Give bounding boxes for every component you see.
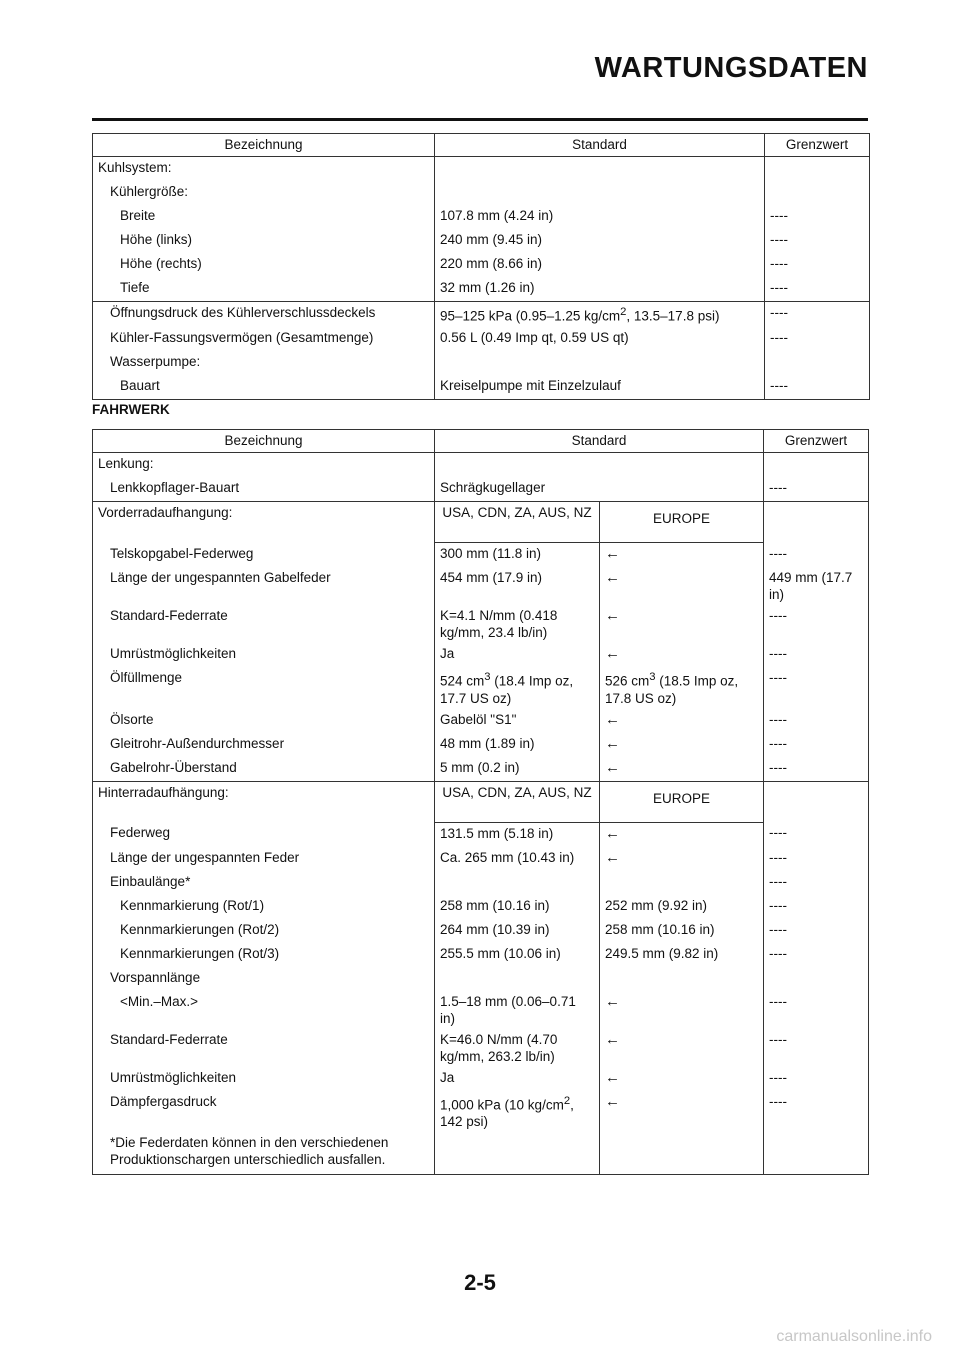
table-row	[93, 667, 869, 709]
same-arrow: ←	[600, 543, 764, 568]
table-header-row	[93, 134, 870, 157]
standard-value: Ja	[435, 1067, 600, 1091]
standard-value: 524 $cm^3$ (18.4 Imp oz, 17.7 US oz)	[435, 667, 600, 709]
row-label: Breite	[93, 205, 435, 229]
standard-value: 0.56 L (0.49 Imp qt, 0.59 US qt)	[435, 327, 765, 351]
europe-value: 252 mm (9.92 in)	[600, 895, 764, 919]
row-label: Kennmarkierung (Rot/1)	[93, 895, 435, 919]
header-standard: Standard	[435, 134, 765, 157]
table-row	[93, 181, 870, 205]
row-label: Telskopgabel-Federweg	[93, 543, 435, 568]
table-row	[93, 543, 869, 568]
table-row	[93, 847, 869, 871]
table-row	[93, 453, 869, 478]
row-label: Bauart	[93, 375, 435, 400]
same-arrow: ←	[600, 757, 764, 782]
limit-value: ----	[764, 1091, 869, 1133]
cooling-system-table	[92, 133, 870, 400]
header-grenzwert: Grenzwert	[764, 430, 869, 453]
table-header-row	[93, 430, 869, 453]
table-row	[93, 302, 870, 327]
limit-value: ----	[764, 757, 869, 782]
table-row	[93, 757, 869, 782]
row-label: Ölsorte	[93, 709, 435, 733]
limit-value: ----	[764, 871, 869, 895]
row-label: Kennmarkierungen (Rot/3)	[93, 943, 435, 967]
limit-value: ----	[765, 302, 870, 327]
europe-value: 249.5 mm (9.82 in)	[600, 943, 764, 967]
table-row	[93, 1067, 869, 1091]
same-arrow: ←	[600, 567, 764, 605]
same-arrow: ←	[600, 1091, 764, 1133]
limit-value: ----	[764, 667, 869, 709]
title-rule	[92, 118, 868, 121]
row-label: Öffnungsdruck des Kühlerverschlussdeckels	[93, 302, 435, 327]
same-arrow: ←	[600, 1029, 764, 1067]
same-arrow: ←	[600, 991, 764, 1029]
table-row	[93, 253, 870, 277]
row-label: Standard-Federrate	[93, 605, 435, 643]
table-row	[93, 781, 869, 822]
standard-value: 240 mm (9.45 in)	[435, 229, 765, 253]
standard-value: 1,000 kPa (10 $kg/cm^2$, 142 psi)	[435, 1091, 600, 1133]
table-row	[93, 822, 869, 847]
standard-value: 107.8 mm (4.24 in)	[435, 205, 765, 229]
same-arrow: ←	[600, 822, 764, 847]
row-label: Federweg	[93, 822, 435, 847]
column-europe: EUROPE	[600, 502, 764, 543]
same-arrow: ←	[600, 847, 764, 871]
row-label: Gabelrohr-Überstand	[93, 757, 435, 782]
row-label: Länge der ungespannten Gabelfeder	[93, 567, 435, 605]
header-standard: Standard	[435, 430, 764, 453]
limit-value: ----	[765, 253, 870, 277]
row-label: Wasserpumpe:	[93, 351, 435, 375]
row-label: Kennmarkierungen (Rot/2)	[93, 919, 435, 943]
standard-value: 48 mm (1.89 in)	[435, 733, 600, 757]
table-row	[93, 991, 869, 1029]
row-label: Hinterradaufhängung:	[93, 781, 435, 822]
limit-value: ----	[765, 375, 870, 400]
limit-value: ----	[764, 1067, 869, 1091]
same-arrow: ←	[600, 709, 764, 733]
row-label: Lenkung:	[93, 453, 435, 478]
row-label: Ölfüllmenge	[93, 667, 435, 709]
limit-value: ----	[764, 733, 869, 757]
limit-value: ----	[764, 943, 869, 967]
standard-value: 454 mm (17.9 in)	[435, 567, 600, 605]
limit-value: ----	[765, 205, 870, 229]
row-label: Dämpfergasdruck	[93, 1091, 435, 1133]
table-row	[93, 733, 869, 757]
row-label: Kuhlsystem:	[93, 157, 435, 182]
europe-value: 526 $cm^3$ (18.5 Imp oz, 17.8 US oz)	[600, 667, 764, 709]
standard-value: K=4.1 N/mm (0.418 kg/mm, 23.4 lb/in)	[435, 605, 600, 643]
footnote: *Die Federdaten können in den verschiedenen Produktionschargen unterschiedlich ausfallen.	[93, 1132, 435, 1175]
limit-value: ----	[764, 919, 869, 943]
standard-value: Kreiselpumpe mit Einzelzulauf	[435, 375, 765, 400]
table-row	[93, 327, 870, 351]
standard-value: 264 mm (10.39 in)	[435, 919, 600, 943]
limit-value: ----	[764, 709, 869, 733]
row-label: Vorspannlänge	[93, 967, 435, 991]
table-row	[93, 709, 869, 733]
standard-value: 32 mm (1.26 in)	[435, 277, 765, 302]
limit-value: ----	[764, 477, 869, 502]
table-row	[93, 943, 869, 967]
column-europe: EUROPE	[600, 781, 764, 822]
limit-value: ----	[764, 1029, 869, 1067]
standard-value: 300 mm (11.8 in)	[435, 543, 600, 568]
row-label: Umrüstmöglichkeiten	[93, 1067, 435, 1091]
standard-value: Ca. 265 mm (10.43 in)	[435, 847, 600, 871]
same-arrow: ←	[600, 1067, 764, 1091]
row-label: Vorderradaufhangung:	[93, 502, 435, 543]
limit-value: ----	[765, 229, 870, 253]
standard-value: 220 mm (8.66 in)	[435, 253, 765, 277]
table-row	[93, 567, 869, 605]
column-usa: USA, CDN, ZA, AUS, NZ	[435, 502, 600, 543]
standard-value: 95–125 kPa (0.95–1.25 $kg/cm^2$, 13.5–17.8 psi)	[435, 302, 765, 327]
limit-value: 449 mm (17.7 in)	[764, 567, 869, 605]
standard-value: 1.5–18 mm (0.06–0.71 in)	[435, 991, 600, 1029]
table-row	[93, 919, 869, 943]
standard-value: 131.5 mm (5.18 in)	[435, 822, 600, 847]
limit-value: ----	[764, 847, 869, 871]
row-label: Länge der ungespannten Feder	[93, 847, 435, 871]
table-row	[93, 502, 869, 543]
limit-value: ----	[764, 605, 869, 643]
header-grenzwert: Grenzwert	[765, 134, 870, 157]
europe-value: 258 mm (10.16 in)	[600, 919, 764, 943]
row-label: Tiefe	[93, 277, 435, 302]
table-row	[93, 375, 870, 400]
row-label: Standard-Federrate	[93, 1029, 435, 1067]
page-number: 2-5	[464, 1270, 496, 1295]
table-row	[93, 605, 869, 643]
same-arrow: ←	[600, 605, 764, 643]
row-label: Höhe (links)	[93, 229, 435, 253]
table-row	[93, 229, 870, 253]
limit-value: ----	[764, 643, 869, 667]
column-usa: USA, CDN, ZA, AUS, NZ	[435, 781, 600, 822]
row-label: Umrüstmöglichkeiten	[93, 643, 435, 667]
table-row	[93, 1091, 869, 1133]
table-row	[93, 967, 869, 991]
limit-value: ----	[764, 895, 869, 919]
table-row	[93, 1132, 869, 1175]
limit-value: ----	[765, 327, 870, 351]
section-heading: FAHRWERK	[92, 402, 170, 417]
limit-value: ----	[764, 991, 869, 1029]
standard-value: Gabelöl "S1"	[435, 709, 600, 733]
table-row	[93, 895, 869, 919]
watermark: carmanualsonline.info	[776, 1328, 932, 1345]
row-label: Einbaulänge*	[93, 871, 435, 895]
row-label: Höhe (rechts)	[93, 253, 435, 277]
table-row	[93, 157, 870, 182]
header-bezeichnung: Bezeichnung	[93, 430, 435, 453]
standard-value: Ja	[435, 643, 600, 667]
standard-value: 5 mm (0.2 in)	[435, 757, 600, 782]
table-row	[93, 1029, 869, 1067]
row-label: <Min.–Max.>	[93, 991, 435, 1029]
row-label: Kühler-Fassungsvermögen (Gesamtmenge)	[93, 327, 435, 351]
row-label: Kühlergröße:	[93, 181, 435, 205]
chassis-table	[92, 429, 869, 1175]
standard-value: K=46.0 N/mm (4.70 kg/mm, 263.2 lb/in)	[435, 1029, 600, 1067]
header-bezeichnung: Bezeichnung	[93, 134, 435, 157]
table-row	[93, 871, 869, 895]
limit-value: ----	[764, 822, 869, 847]
table-row	[93, 643, 869, 667]
standard-value: 255.5 mm (10.06 in)	[435, 943, 600, 967]
same-arrow: ←	[600, 643, 764, 667]
limit-value: ----	[764, 543, 869, 568]
table-row	[93, 477, 869, 502]
table-row	[93, 205, 870, 229]
row-label: Gleitrohr-Außendurchmesser	[93, 733, 435, 757]
table-row	[93, 277, 870, 302]
row-label: Lenkkopflager-Bauart	[93, 477, 435, 502]
limit-value: ----	[765, 277, 870, 302]
page-title: WARTUNGSDATEN	[594, 52, 868, 84]
standard-value: 258 mm (10.16 in)	[435, 895, 600, 919]
same-arrow: ←	[600, 733, 764, 757]
table-row	[93, 351, 870, 375]
standard-value: Schrägkugellager	[435, 477, 764, 502]
